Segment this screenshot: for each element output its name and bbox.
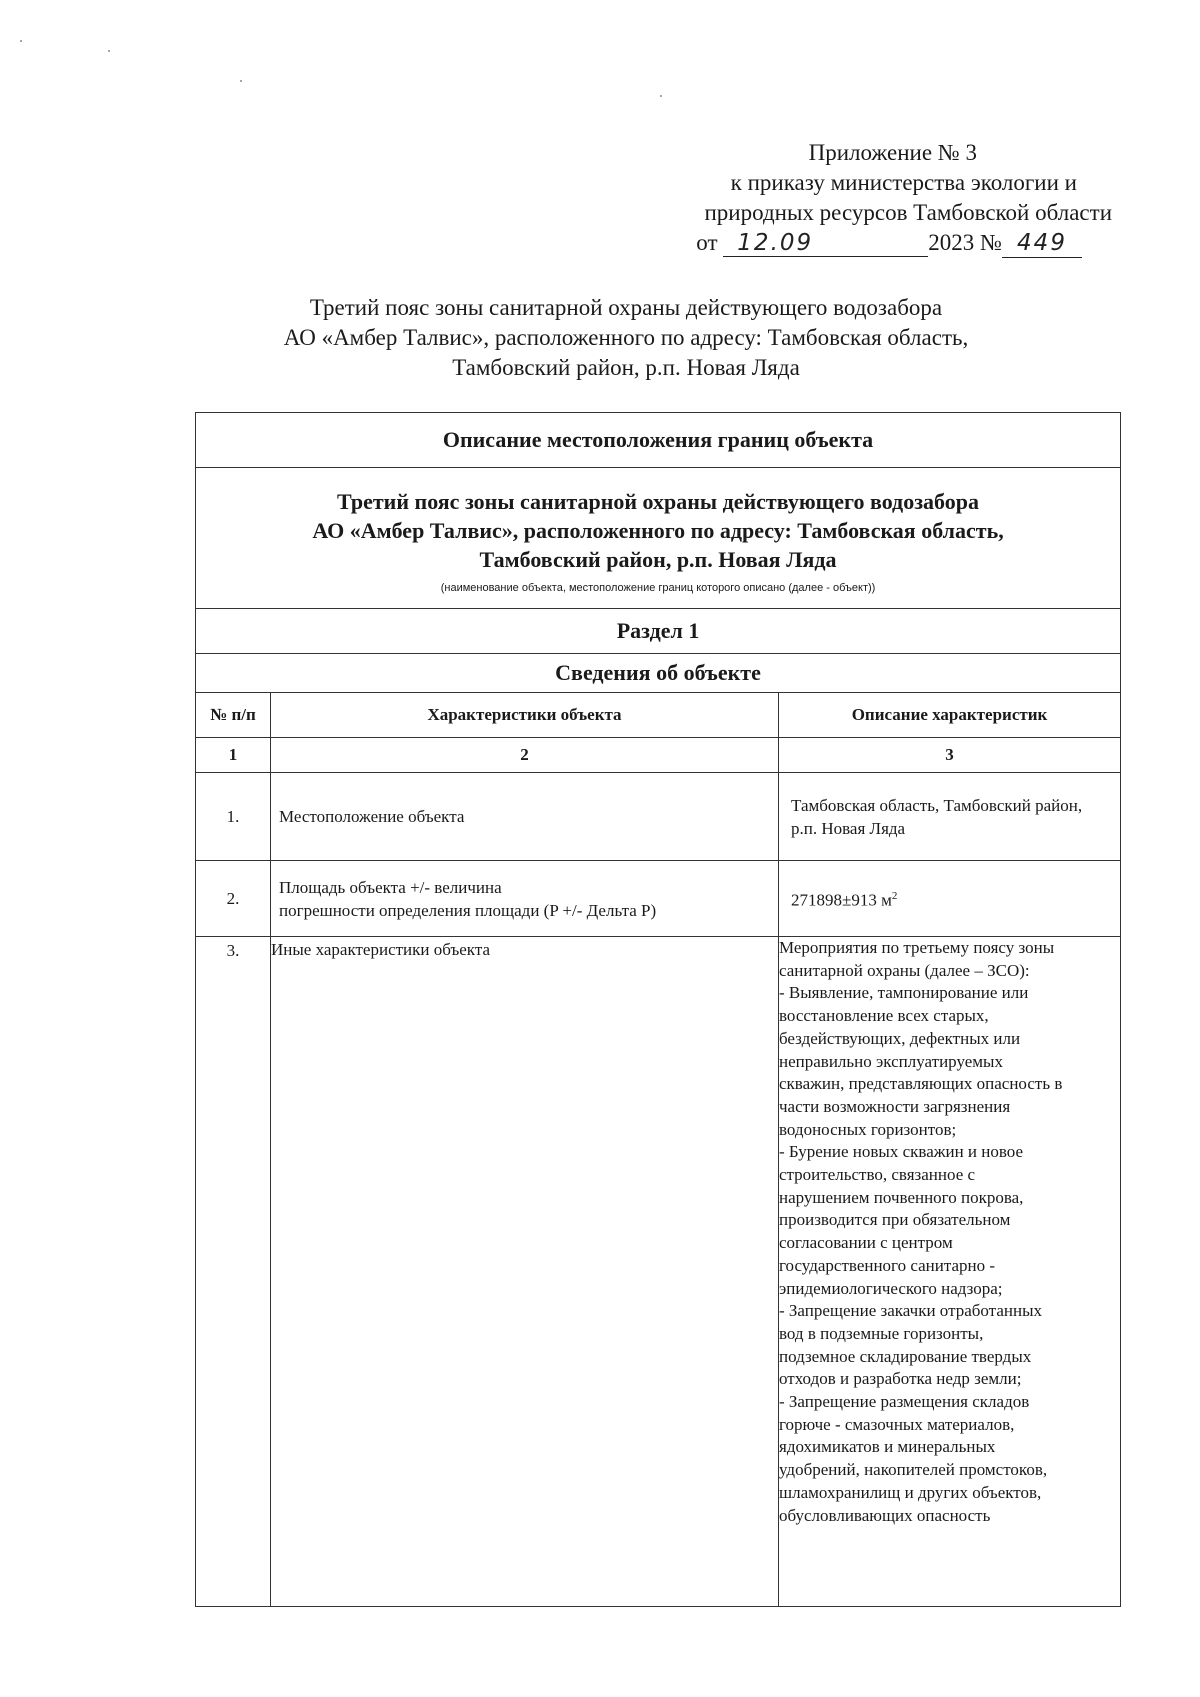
scan-speck bbox=[20, 40, 22, 42]
area-unit-superscript: 2 bbox=[891, 890, 898, 903]
table-row bbox=[196, 937, 1121, 1607]
section-label: Раздел 1 bbox=[196, 609, 1121, 654]
column-number: 3 bbox=[779, 738, 1121, 773]
document-title-line: Тамбовский район, р.п. Новая Ляда bbox=[452, 355, 800, 380]
area-value: 271898±913 м bbox=[791, 890, 892, 910]
document-title-line: Третий пояс зоны санитарной охраны действующего водозабора bbox=[309, 295, 943, 320]
appendix-title: Приложение № 3 bbox=[808, 140, 977, 165]
row-characteristic: Иные характеристики объекта bbox=[271, 937, 779, 1607]
scan-speck bbox=[240, 80, 242, 82]
order-date-number bbox=[592, 228, 1112, 258]
row-characteristic-line: Площадь объекта +/- величина bbox=[279, 877, 502, 897]
scan-speck bbox=[660, 95, 662, 97]
appendix-ministry: природных ресурсов Тамбовской области bbox=[704, 200, 1112, 225]
scan-speck bbox=[108, 50, 110, 52]
table-row bbox=[196, 773, 1121, 861]
document-title bbox=[196, 293, 1056, 383]
from-label: от bbox=[696, 230, 718, 255]
table-header-title: Описание местоположения границ объекта bbox=[196, 413, 1121, 468]
table-row bbox=[196, 861, 1121, 937]
column-number: 2 bbox=[271, 738, 779, 773]
order-date-handwritten: 12.09 bbox=[737, 230, 814, 256]
row-description bbox=[779, 861, 1121, 937]
section-title: Сведения об объекте bbox=[196, 654, 1121, 693]
object-name-line: Тамбовский район, р.п. Новая Ляда bbox=[479, 546, 837, 572]
order-number-handwritten: 449 bbox=[1017, 230, 1067, 256]
boundary-description-table bbox=[195, 412, 1121, 1607]
order-date-field bbox=[723, 231, 928, 257]
row-number: 2. bbox=[196, 861, 271, 937]
object-name-note: (наименование объекта, местоположение границ которого описано (далее - объект)) bbox=[196, 580, 1121, 609]
column-number: 1 bbox=[196, 738, 271, 773]
object-name-line: АО «Амбер Талвис», расположенного по адресу: Тамбовская область, bbox=[312, 517, 1004, 543]
document-title-line: АО «Амбер Талвис», расположенного по адресу: Тамбовская область, bbox=[283, 325, 969, 350]
object-name bbox=[196, 468, 1121, 581]
year-number-label: 2023 № bbox=[928, 230, 1002, 255]
row-characteristic bbox=[271, 861, 779, 937]
appendix-reference bbox=[592, 138, 1112, 258]
row-description: Мероприятия по третьему поясу зоны санитарной охраны (далее – ЗСО): - Выявление, тампонирование или восстановление всех старых, бездействующих, дефектных или неправильно эксплуатируемых скважин, представляющих опасность в части возможности загрязнения водоносных горизонтов; - Бурение новых скважин и новое строительство, связанное с нарушением почвенного покрова, производится при обязательном согласовании с центром государственного санитарно - эпидемиологического надзора; - Запрещение закачки отработанных вод в подземные горизонты, подземное складирование твердых отходов и разработка недр земли; - Запрещение размещения складов горюче - смазочных материалов, ядохимикатов и минеральных удобрений, накопителей промстоков, шламохранилищ и других объектов, обусловливающих опасность bbox=[779, 937, 1121, 1607]
column-header-number: № п/п bbox=[196, 693, 271, 738]
row-characteristic: Местоположение объекта bbox=[271, 773, 779, 861]
row-number: 3. bbox=[196, 937, 271, 1607]
order-number-field bbox=[1002, 231, 1082, 258]
object-name-line: Третий пояс зоны санитарной охраны действующего водозабора bbox=[337, 488, 979, 514]
row-characteristic-line: погрешности определения площади (P +/- Дельта P) bbox=[279, 900, 657, 920]
appendix-order-ref: к приказу министерства экологии и bbox=[730, 170, 1077, 195]
row-description: Тамбовская область, Тамбовский район, р.п. Новая Ляда bbox=[779, 773, 1121, 861]
column-header-description: Описание характеристик bbox=[779, 693, 1121, 738]
column-header-characteristic: Характеристики объекта bbox=[271, 693, 779, 738]
row-number: 1. bbox=[196, 773, 271, 861]
